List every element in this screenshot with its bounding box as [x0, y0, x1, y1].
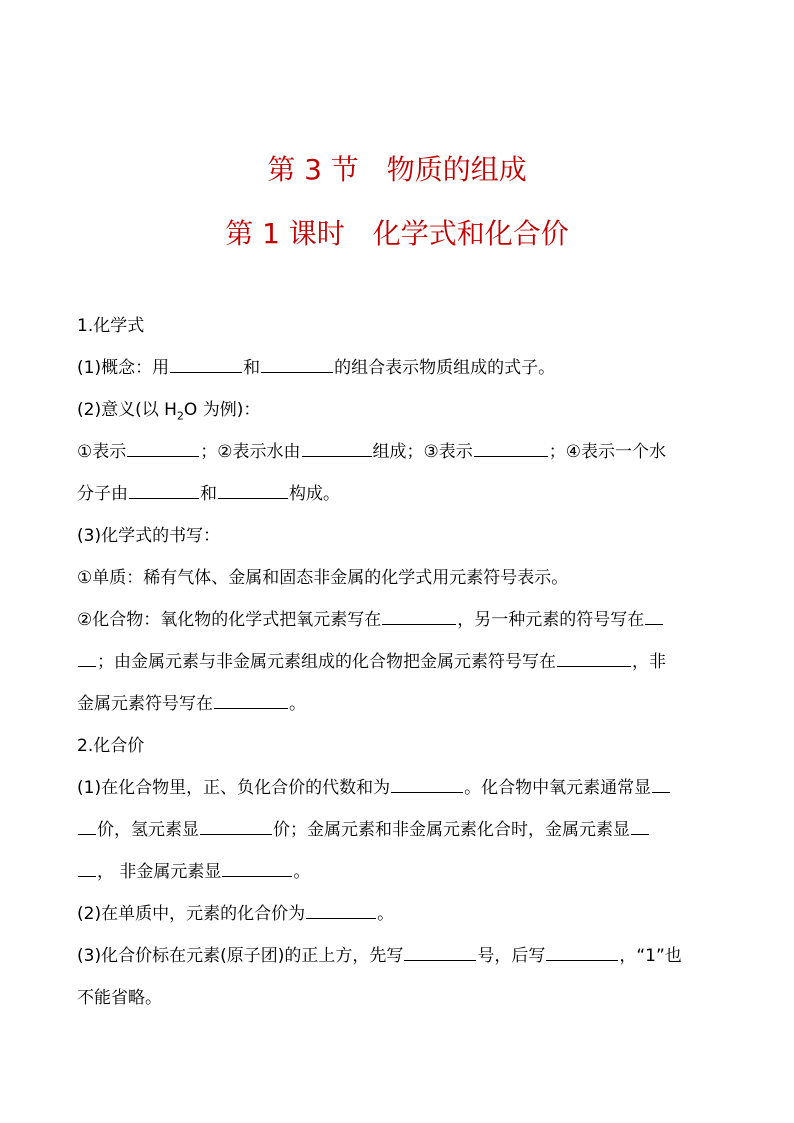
writing-line: (3)化学式的书写：: [77, 526, 221, 546]
valence-line-3: ， 非金属元素显 。: [77, 861, 722, 883]
concept-line: (1)概念：用 和 的组合表示物质组成的式子。: [77, 358, 556, 378]
heading-chemical-formula: 1.化学式: [77, 316, 145, 336]
meaning-items-line: ①表示 ；②表示水由 组成；③表示 ；④表示一个水: [77, 442, 666, 462]
blank[interactable]: [652, 777, 670, 793]
compound-line-2: ；由金属元素与非金属元素组成的化合物把金属元素符号写在 ，非: [77, 651, 722, 673]
blank[interactable]: [382, 609, 456, 625]
blank[interactable]: [391, 777, 463, 793]
blank[interactable]: [474, 441, 548, 457]
blank[interactable]: [631, 819, 649, 835]
blank[interactable]: [200, 819, 272, 835]
compound-line-1: ②化合物：氧化物的化学式把氧元素写在 ，另一种元素的符号写在: [77, 609, 722, 631]
valence-line-5: (3)化合价标在元素(原子团)的正上方，先写 号，后写 ，“1”也: [77, 946, 682, 966]
blank[interactable]: [404, 945, 476, 961]
blank[interactable]: [129, 483, 199, 499]
compound-line-3: 金属元素符号写在 。: [77, 694, 306, 714]
meaning-items-line-2: 分子由 和 构成。: [77, 484, 340, 504]
blank[interactable]: [557, 651, 631, 667]
blank[interactable]: [78, 861, 96, 877]
valence-line-4: (2)在单质中，元素的化合价为 。: [77, 904, 395, 924]
heading-valence: 2.化合价: [77, 736, 145, 756]
valence-line-1: (1)在化合物里，正、负化合价的代数和为 。化合物中氧元素通常显: [77, 777, 722, 799]
blank[interactable]: [306, 903, 376, 919]
simple-substance-line: ①单质：稀有气体、金属和固态非金属的化学式用元素符号表示。: [77, 568, 569, 588]
blank[interactable]: [546, 945, 618, 961]
blank[interactable]: [302, 441, 372, 457]
blank[interactable]: [645, 609, 663, 625]
valence-line-6: 不能省略。: [77, 988, 162, 1008]
blank[interactable]: [214, 693, 288, 709]
lesson-title: 第 1 课时 化学式和化合价: [225, 217, 569, 250]
meaning-line: (2)意义(以 $H_2O$ 为例)：: [77, 400, 261, 423]
blank[interactable]: [78, 819, 96, 835]
blank[interactable]: [78, 651, 96, 667]
section-title: 第 3 节 物质的组成: [267, 153, 527, 186]
blank[interactable]: [218, 483, 288, 499]
blank[interactable]: [127, 441, 199, 457]
valence-line-2: 价，氢元素显 价；金属元素和非金属元素化合时，金属元素显: [77, 819, 722, 841]
blank[interactable]: [222, 861, 292, 877]
blank[interactable]: [170, 357, 242, 373]
blank[interactable]: [261, 357, 333, 373]
